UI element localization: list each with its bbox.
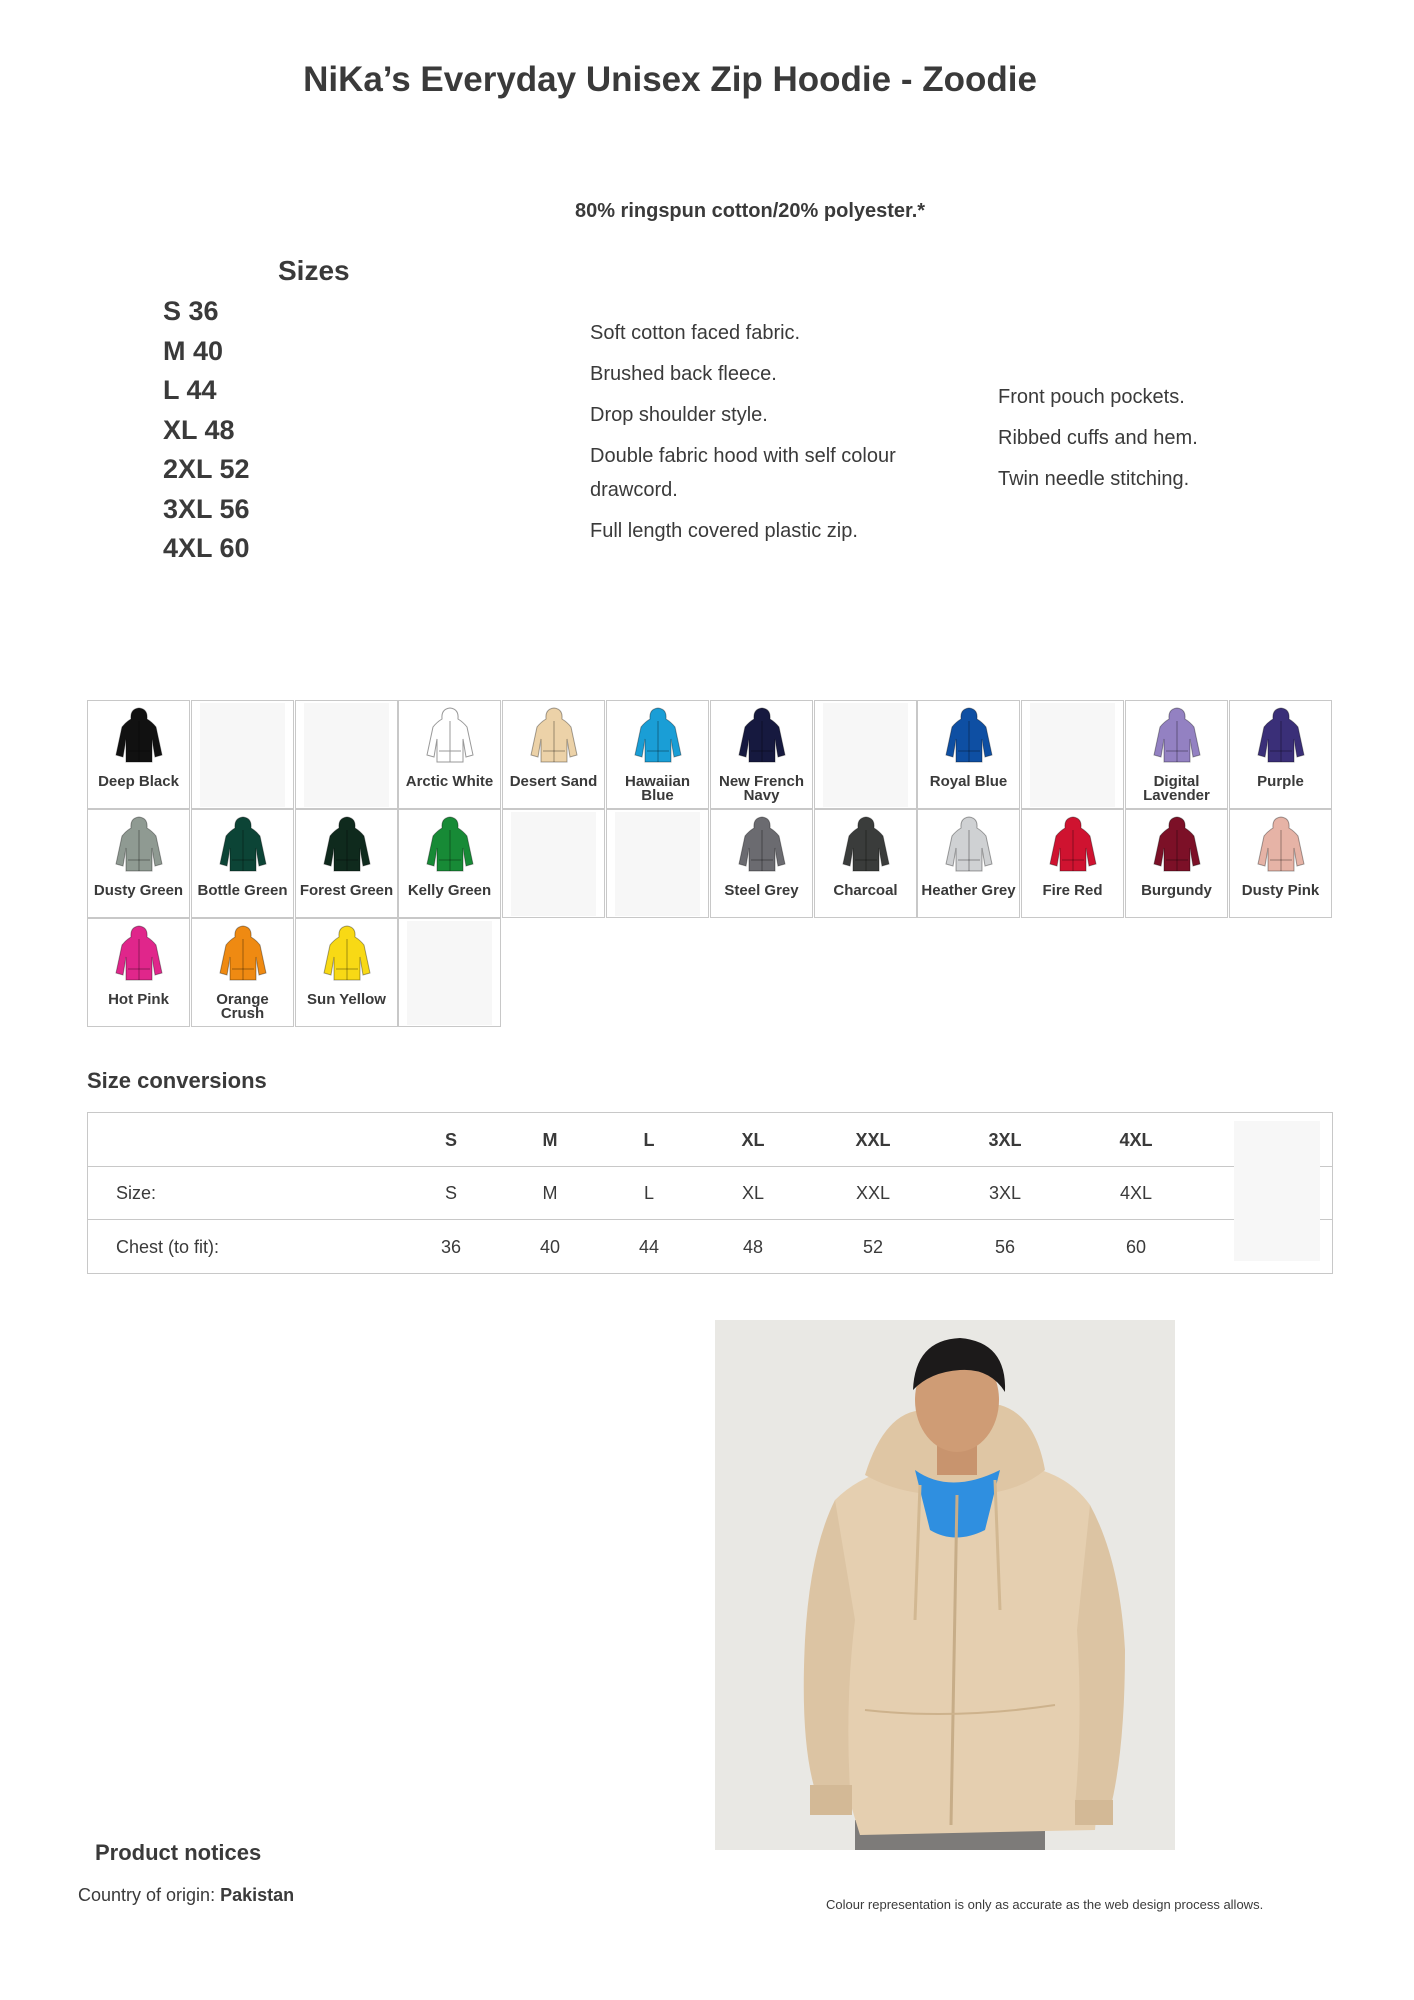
colour-swatch[interactable] <box>502 809 605 918</box>
hoodie-icon <box>216 814 270 874</box>
image-placeholder <box>511 812 596 916</box>
colour-name: Dusty Pink <box>1241 882 1320 899</box>
colour-swatch[interactable] <box>1229 700 1332 809</box>
colour-name: Hawaiian Blue <box>624 773 691 804</box>
hoodie-icon <box>1254 705 1308 765</box>
colour-name: Steel Grey <box>724 882 799 899</box>
feature-list-1 <box>590 316 930 555</box>
hoodie-icon <box>735 814 789 874</box>
feature-item: Double fabric hood with self colour drawcord. <box>590 445 896 501</box>
colour-swatch[interactable] <box>398 918 501 1027</box>
colour-name: Heather Grey <box>921 882 1016 899</box>
colour-name: Charcoal <box>833 882 898 899</box>
colour-name: Bottle Green <box>197 882 288 899</box>
feature-item: Full length covered plastic zip. <box>590 520 858 542</box>
size-list <box>163 292 250 569</box>
colour-swatch[interactable] <box>814 809 917 918</box>
feature-list-2 <box>998 383 1198 506</box>
hoodie-icon <box>839 814 893 874</box>
column-header: 3XL <box>988 1130 1022 1150</box>
hoodie-icon <box>423 705 477 765</box>
feature-item: Drop shoulder style. <box>590 404 768 426</box>
country-of-origin <box>78 1885 294 1906</box>
colour-swatch[interactable] <box>191 918 294 1027</box>
table-row <box>88 1166 1332 1220</box>
hoodie-icon <box>320 923 374 983</box>
size-item: S 36 <box>163 296 219 326</box>
colour-name: Desert Sand <box>509 773 598 790</box>
colour-swatch[interactable] <box>1229 809 1332 918</box>
colour-swatch[interactable] <box>398 700 501 809</box>
column-header: M <box>542 1130 558 1150</box>
table-cell: XL <box>741 1183 765 1203</box>
column-header: XL <box>741 1130 765 1150</box>
hoodie-icon <box>735 705 789 765</box>
page-title: NiKa’s Everyday Unisex Zip Hoodie - Zoodie <box>303 60 1037 99</box>
colour-disclaimer: Colour representation is only as accurate as the web design process allows. <box>826 1897 1264 1912</box>
colour-swatch[interactable] <box>87 700 190 809</box>
hoodie-icon <box>1046 814 1100 874</box>
table-cell: 44 <box>638 1237 660 1257</box>
colour-name: Sun Yellow <box>307 991 386 1008</box>
feature-item: Twin needle stitching. <box>998 468 1190 490</box>
origin-value: Pakistan <box>220 1885 295 1905</box>
feature-item: Brushed back fleece. <box>590 363 777 385</box>
colour-swatch[interactable] <box>87 809 190 918</box>
colour-swatch[interactable] <box>917 809 1020 918</box>
hoodie-icon <box>527 705 581 765</box>
column-header: S <box>444 1130 457 1150</box>
table-cell: 48 <box>742 1237 764 1257</box>
hoodie-icon <box>631 705 685 765</box>
feature-item: Soft cotton faced fabric. <box>590 322 801 344</box>
hoodie-icon <box>942 814 996 874</box>
model-in-hoodie-illustration <box>715 1320 1175 1850</box>
size-conversion-table <box>87 1112 1333 1274</box>
colour-name: Deep Black <box>98 773 179 790</box>
colour-swatch[interactable] <box>191 700 294 809</box>
colour-swatch[interactable] <box>606 809 709 918</box>
image-placeholder <box>823 703 908 807</box>
column-header: XXL <box>855 1130 891 1150</box>
hoodie-icon <box>1150 814 1204 874</box>
table-cell: M <box>542 1183 558 1203</box>
row-label: Size: <box>116 1183 157 1203</box>
hoodie-icon <box>1150 705 1204 765</box>
colour-swatch[interactable] <box>87 918 190 1027</box>
hoodie-icon <box>112 923 166 983</box>
colour-swatch[interactable] <box>1021 700 1124 809</box>
hoodie-icon <box>112 705 166 765</box>
colour-name: Burgundy <box>1141 882 1212 899</box>
hoodie-icon <box>942 705 996 765</box>
colour-name: Royal Blue <box>929 773 1008 790</box>
colour-name: Fire Red <box>1042 882 1103 899</box>
size-item: M 40 <box>163 335 224 366</box>
colour-swatch[interactable] <box>295 809 398 918</box>
table-cell: 52 <box>862 1237 884 1257</box>
colour-name: Forest Green <box>299 882 394 899</box>
image-placeholder <box>407 921 492 1025</box>
image-placeholder <box>200 703 285 807</box>
colour-swatch[interactable] <box>502 700 605 809</box>
table-cell: XXL <box>855 1183 891 1203</box>
colour-swatch[interactable] <box>710 700 813 809</box>
table-cell: S <box>444 1183 457 1203</box>
colour-name: Purple <box>1257 773 1304 790</box>
colour-swatch[interactable] <box>295 918 398 1027</box>
size-item: 2XL 52 <box>163 454 250 484</box>
colour-name: Hot Pink <box>108 991 169 1008</box>
colour-swatch[interactable] <box>710 809 813 918</box>
table-cell: 60 <box>1125 1237 1147 1257</box>
table-cell: 4XL <box>1119 1183 1153 1203</box>
table-cell: 40 <box>539 1237 561 1257</box>
product-notices-heading: Product notices <box>95 1840 262 1865</box>
size-conversions-heading: Size conversions <box>87 1068 267 1093</box>
colour-swatch[interactable] <box>1125 700 1228 809</box>
table-cell: 56 <box>994 1237 1016 1257</box>
table-header-row <box>88 1113 1332 1167</box>
origin-label: Country of origin: <box>78 1885 216 1905</box>
column-header: L <box>643 1130 655 1150</box>
image-placeholder <box>1030 703 1115 807</box>
column-header: 4XL <box>1119 1130 1153 1150</box>
colour-swatch[interactable] <box>398 809 501 918</box>
hoodie-icon <box>423 814 477 874</box>
table-cell: 3XL <box>988 1183 1022 1203</box>
colour-swatch[interactable] <box>191 809 294 918</box>
hoodie-icon <box>112 814 166 874</box>
colour-swatch[interactable] <box>917 700 1020 809</box>
colour-name: Dusty Green <box>93 882 184 899</box>
table-cell: 36 <box>440 1237 462 1257</box>
colour-name: Digital Lavender <box>1143 773 1210 804</box>
hoodie-icon <box>320 814 374 874</box>
hoodie-icon <box>1254 814 1308 874</box>
colour-name: Arctic White <box>405 773 494 790</box>
colour-name: Orange Crush <box>216 991 269 1022</box>
image-placeholder <box>1234 1121 1320 1261</box>
colour-swatch[interactable] <box>606 700 709 809</box>
image-placeholder <box>615 812 700 916</box>
feature-item: Ribbed cuffs and hem. <box>998 427 1198 449</box>
size-item: 3XL 56 <box>163 493 250 524</box>
size-item: XL 48 <box>163 414 235 445</box>
image-placeholder <box>304 703 389 807</box>
colour-name: Kelly Green <box>407 882 492 899</box>
table-row <box>88 1220 1332 1274</box>
feature-item: Front pouch pockets. <box>998 386 1185 408</box>
sizes-heading: Sizes <box>278 255 350 286</box>
size-item: 4XL 60 <box>163 533 250 563</box>
row-label: Chest (to fit): <box>116 1237 220 1257</box>
size-item: L 44 <box>163 375 217 405</box>
fabric-composition: 80% ringspun cotton/20% polyester.* <box>574 200 926 222</box>
colour-swatch[interactable] <box>814 700 917 809</box>
table-cell: L <box>643 1183 654 1203</box>
colour-swatch[interactable] <box>1021 809 1124 918</box>
colour-swatch[interactable] <box>1125 809 1228 918</box>
colour-name: New French Navy <box>718 773 805 804</box>
product-photo <box>715 1320 1175 1850</box>
colour-swatch[interactable] <box>295 700 398 809</box>
hoodie-icon <box>216 923 270 983</box>
